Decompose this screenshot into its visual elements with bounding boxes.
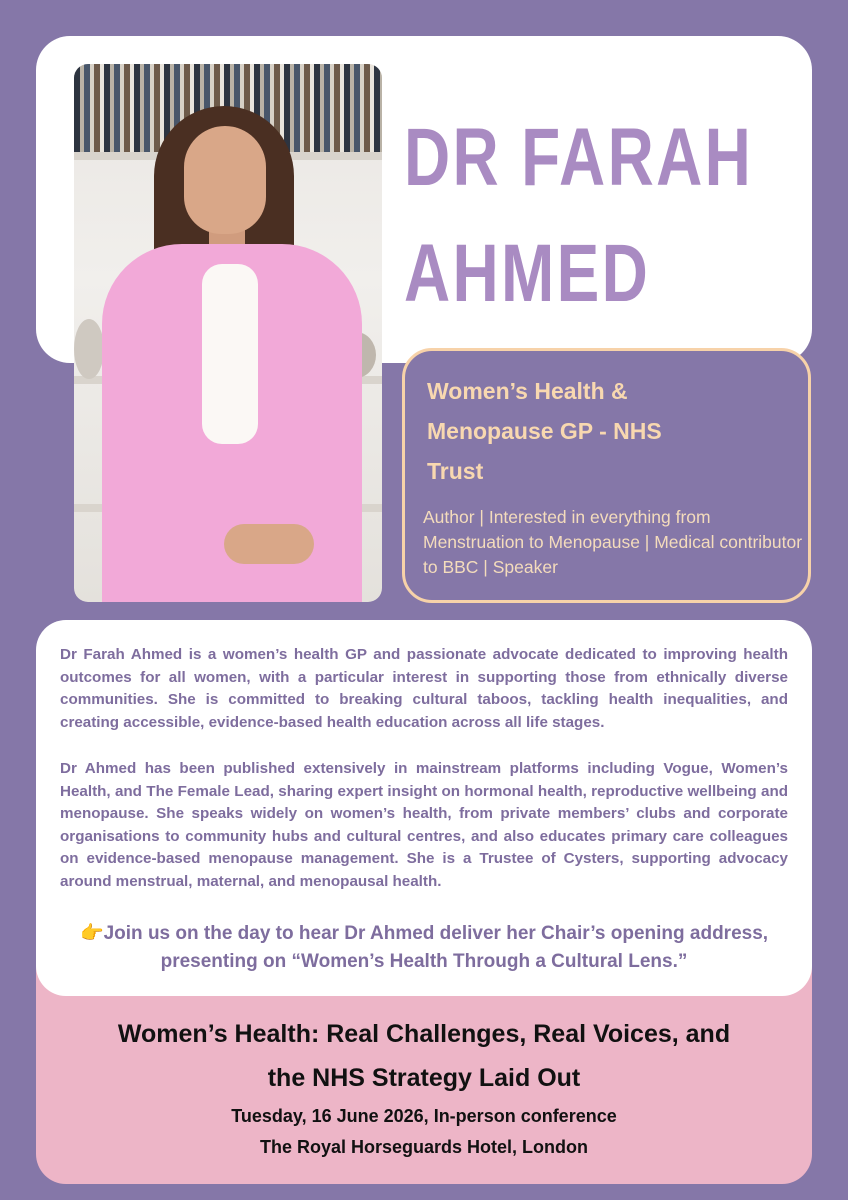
speaker-name-line1: DR FARAH — [404, 112, 754, 203]
speaker-name — [404, 100, 754, 332]
cta-line2: presenting on “Women’s Health Through a Cultural Lens.” — [160, 951, 688, 972]
speaker-photo — [74, 64, 382, 602]
hands-shape — [224, 524, 314, 564]
event-title-line2: the NHS Strategy Laid Out — [267, 1064, 581, 1092]
role-title-line1: Women’s Health & — [427, 378, 628, 404]
event-title-line1: Women’s Health: Real Challenges, Real Voices, and — [117, 1020, 731, 1048]
event-title — [46, 1012, 802, 1100]
bio-card — [36, 620, 812, 996]
white-top-shape — [202, 264, 258, 444]
role-description: Author | Interested in everything from Menstruation to Menopause | Medical contributor to BBC | Speaker — [423, 507, 803, 577]
role-card — [402, 348, 811, 603]
bio-paragraph-2: Dr Ahmed has been published extensively in mainstream platforms including Vogue, Women’s Health, and The Female Lead, sharing expert insight on hormonal health, reproductive wellbeing and menopause. She speaks widely on women’s health, from private members’ clubs and corporate organisations to community hubs and cultural centres, and also educates primary care colleagues on evidence-based menopause management. She is a Trustee of Cysters, supporting advocacy around menstrual, maternal, and menopausal health. — [60, 760, 788, 890]
call-to-action — [50, 920, 798, 976]
role-title-line3: Trust — [427, 458, 484, 484]
role-title — [427, 371, 797, 491]
event-venue: The Royal Horseguards Hotel, London — [259, 1137, 589, 1157]
bio-paragraph-1: Dr Farah Ahmed is a women’s health GP and passionate advocate dedicated to improving health outcomes for all women, with a particular interest in supporting those from ethnically diverse communities. She is committed to breaking cultural taboos, tackling health inequalities, and creating accessible, evidence-based health education across all life stages. — [60, 646, 788, 731]
cta-line1: Join us on the day to hear Dr Ahmed deliver her Chair’s opening address, — [103, 923, 769, 944]
role-title-line2: Menopause GP - NHS — [427, 418, 662, 444]
pointing-hand-icon: 👉 — [79, 923, 104, 944]
ornament-decor — [74, 319, 104, 379]
face-shape — [184, 126, 266, 234]
speaker-name-line2: AHMED — [404, 228, 651, 319]
event-date: Tuesday, 16 June 2026, In-person conference — [231, 1106, 617, 1126]
